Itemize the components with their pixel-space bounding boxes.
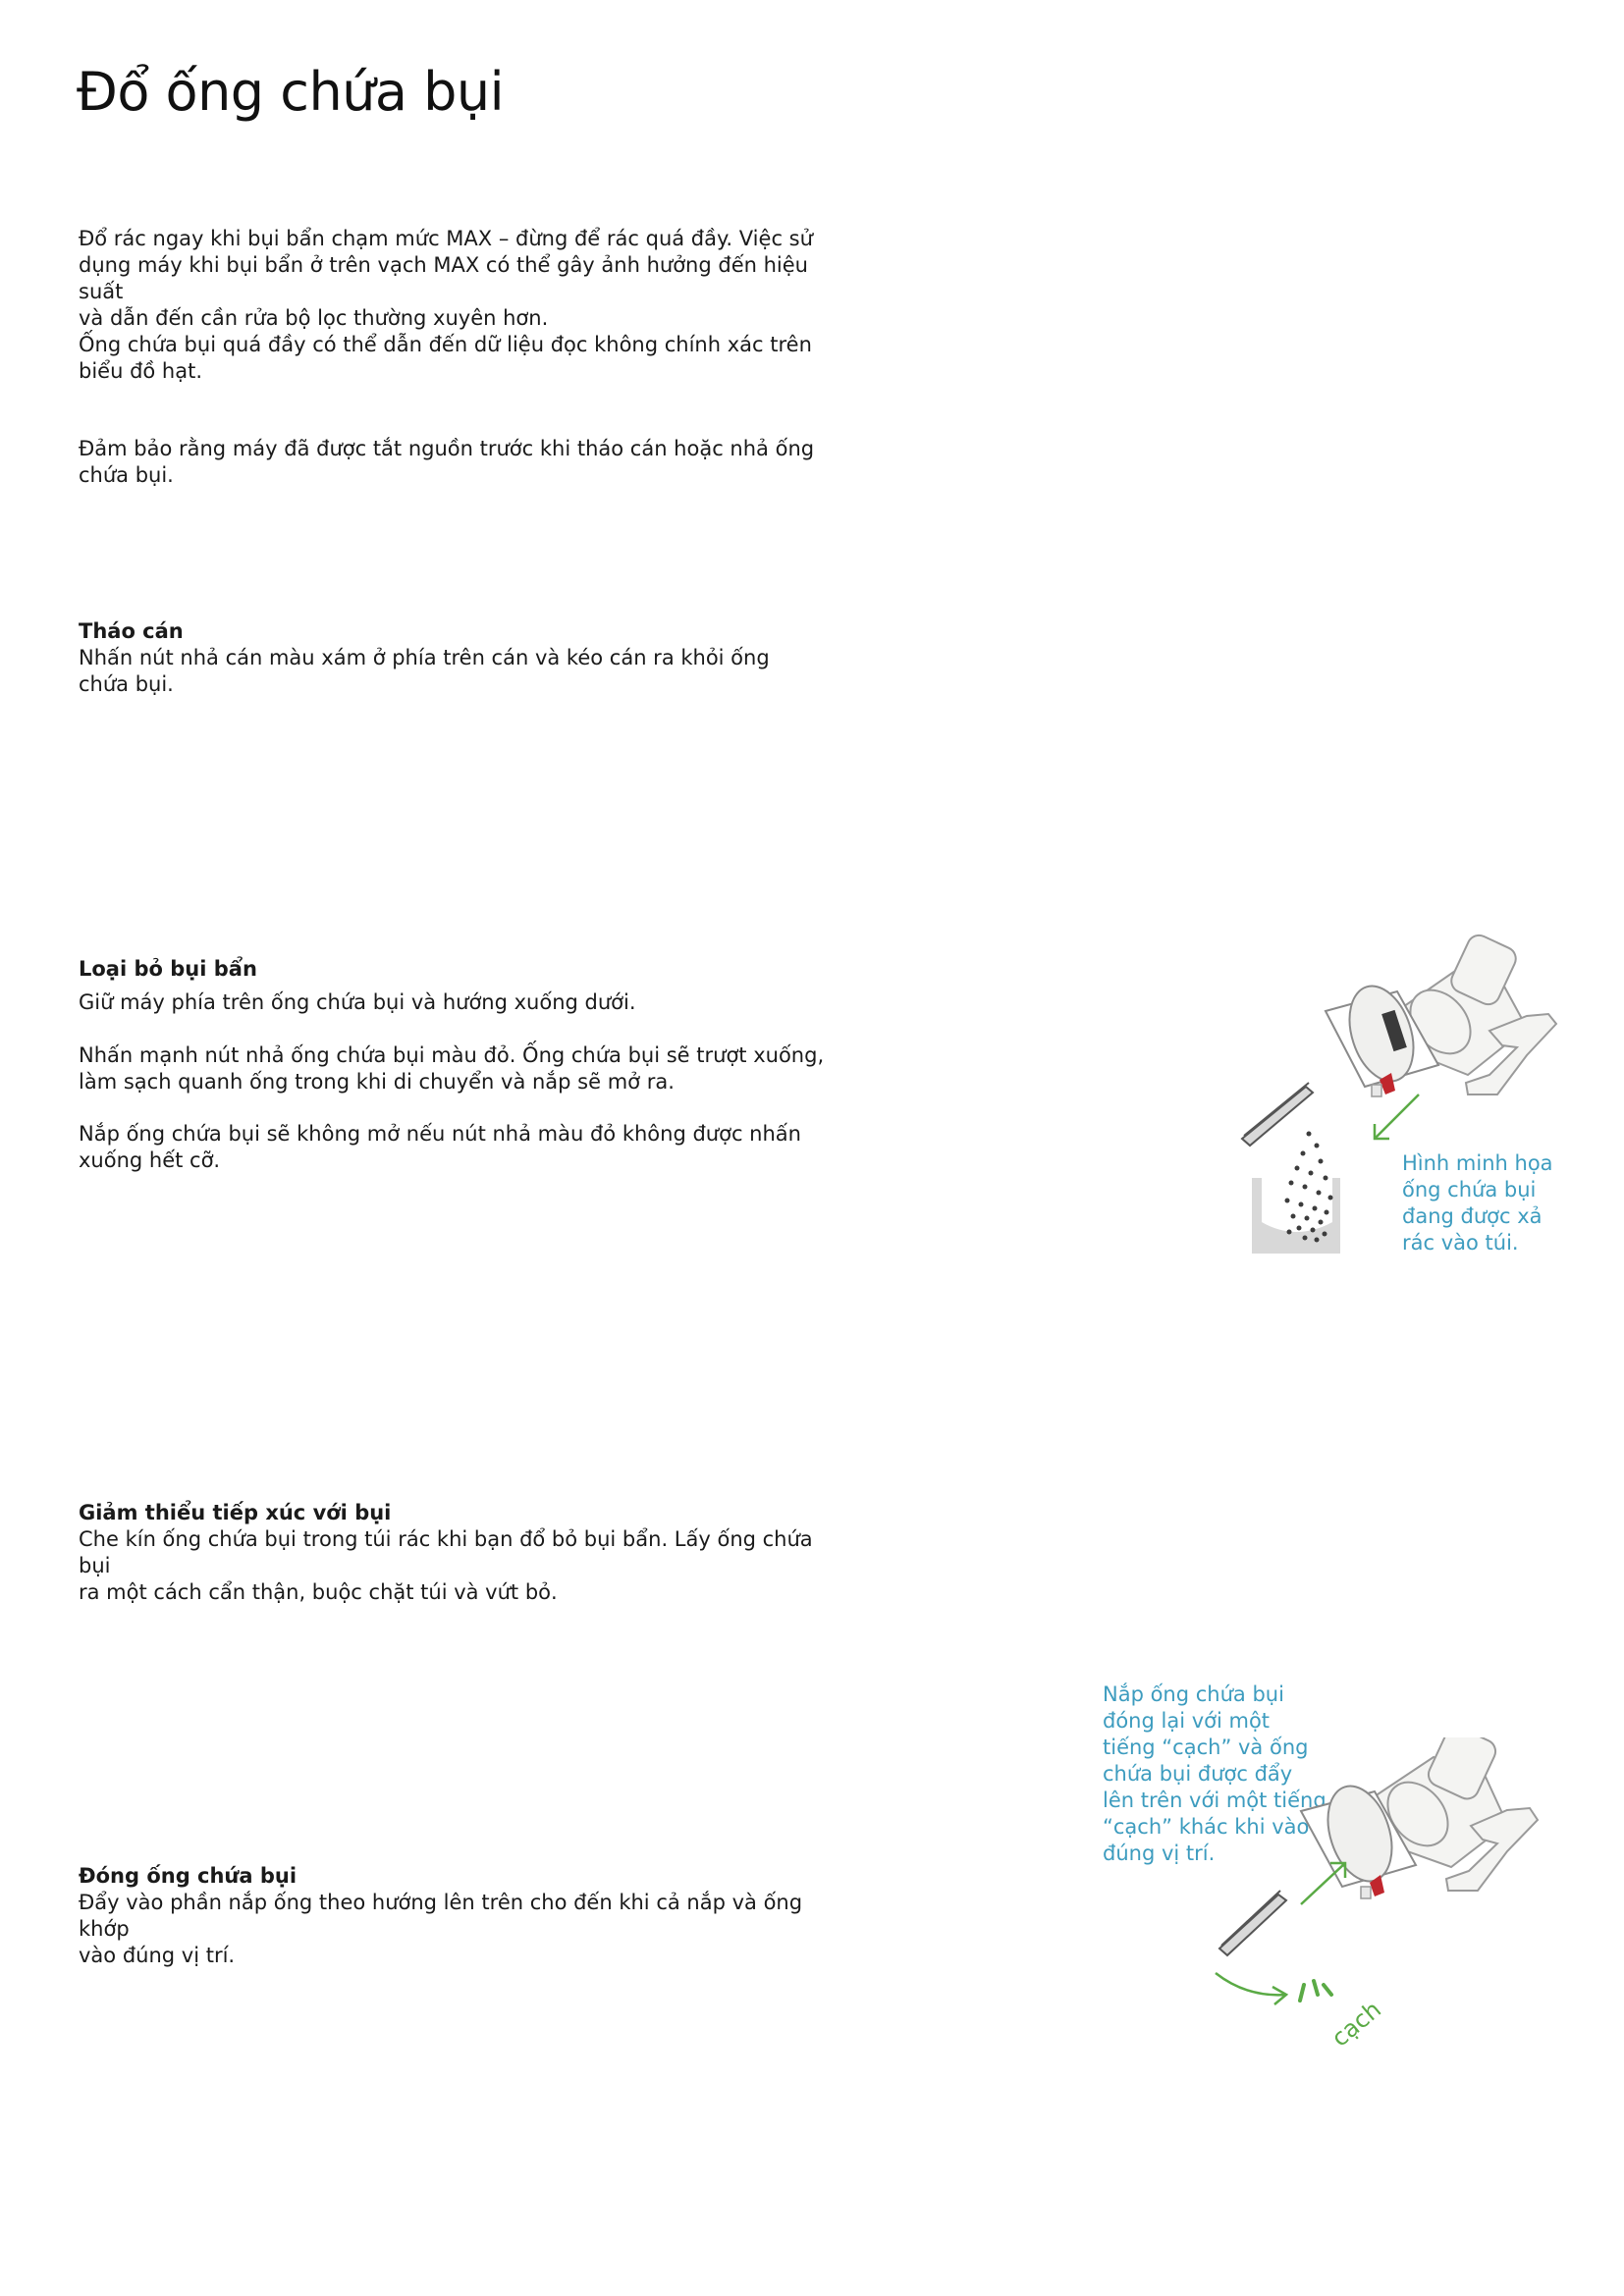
- minimise-contact-heading: Giảm thiểu tiếp xúc với bụi: [79, 1501, 392, 1524]
- intro-paragraph-1: [79, 226, 825, 332]
- caption-line: đúng vị trí.: [1103, 1842, 1216, 1865]
- bag-icon: [1252, 1178, 1340, 1254]
- empty-dirt-p3-line: xuống hết cỡ.: [79, 1148, 221, 1172]
- intro-p1-line: và dẫn đến cần rửa bộ lọc thường xuyên hơn.: [79, 306, 549, 330]
- caption-line: đang được xả: [1402, 1204, 1543, 1228]
- close-bin-text: [79, 1890, 825, 1969]
- empty-dirt-heading: Loại bỏ bụi bẩn: [79, 957, 257, 981]
- caption-line: ống chứa bụi: [1402, 1178, 1537, 1201]
- caption-line: đóng lại với một: [1103, 1709, 1271, 1733]
- page-title: Đổ ống chứa bụi: [77, 61, 505, 123]
- remove-wand-heading: Tháo cán: [79, 619, 184, 643]
- intro-p2-line: biểu đồ hạt.: [79, 359, 203, 383]
- closing-bin-illustration: [1208, 1737, 1571, 2061]
- clack-label: cạch: [1326, 1995, 1386, 2053]
- close-bin-line: Đẩy vào phần nắp ống theo hướng lên trên cho đến khi cả nắp và ống khớp: [79, 1891, 803, 1941]
- up-arrow-icon: [1301, 1863, 1345, 1904]
- remove-wand-text: Nhấn nút nhả cán màu xám ở phía trên cán và kéo cán ra khỏi ống chứa bụi.: [79, 646, 770, 696]
- intro-p1-line: Đổ rác ngay khi bụi bẩn chạm mức MAX – đừng để rác quá đầy. Việc sử: [79, 227, 813, 250]
- click-marks-icon: [1300, 1981, 1331, 2001]
- empty-dirt-text-2: [79, 1042, 825, 1095]
- emptying-bin-caption: [1402, 1150, 1553, 1256]
- empty-dirt-text-1: Giữ máy phía trên ống chứa bụi và hướng xuống dưới.: [79, 990, 636, 1014]
- empty-dirt-p3-line: Nắp ống chứa bụi sẽ không mở nếu nút nhả màu đỏ không được nhấn: [79, 1122, 801, 1146]
- caption-line: chứa bụi được đẩy: [1103, 1762, 1293, 1786]
- caption-line: “cạch” khác khi vào: [1103, 1815, 1310, 1839]
- close-bin-line: vào đúng vị trí.: [79, 1944, 236, 1967]
- empty-dirt-text-3: [79, 1121, 825, 1174]
- caption-line: rác vào túi.: [1402, 1231, 1519, 1255]
- empty-dirt-p2-line: làm sạch quanh ống trong khi di chuyển và nắp sẽ mở ra.: [79, 1070, 675, 1094]
- curved-arrow-icon: [1216, 1973, 1286, 2004]
- down-arrow-icon: [1375, 1095, 1419, 1139]
- minimise-contact-line: ra một cách cẩn thận, buộc chặt túi và vứt bỏ.: [79, 1580, 558, 1604]
- intro-p3-line: Đảm bảo rằng máy đã được tắt nguồn trước khi tháo cán hoặc nhả ống: [79, 437, 815, 460]
- caption-line: lên trên với một tiếng: [1103, 1789, 1326, 1812]
- caption-line: Hình minh họa: [1402, 1151, 1553, 1175]
- intro-p2-line: Ống chứa bụi quá đầy có thể dẫn đến dữ liệu đọc không chính xác trên: [79, 333, 812, 356]
- close-bin-heading: Đóng ống chứa bụi: [79, 1864, 298, 1888]
- intro-paragraph-3: [79, 436, 825, 489]
- caption-line: Nắp ống chứa bụi: [1103, 1682, 1284, 1706]
- intro-paragraph-2: [79, 332, 825, 385]
- intro-p3-line: chứa bụi.: [79, 463, 174, 487]
- minimise-contact-text: [79, 1526, 825, 1606]
- caption-line: tiếng “cạch” và ống: [1103, 1735, 1309, 1759]
- minimise-contact-line: Che kín ống chứa bụi trong túi rác khi bạn đổ bỏ bụi bẩn. Lấy ống chứa bụi: [79, 1527, 813, 1577]
- empty-dirt-p2-line: Nhấn mạnh nút nhả ống chứa bụi màu đỏ. Ống chứa bụi sẽ trượt xuống,: [79, 1043, 825, 1067]
- intro-p1-line: dụng máy khi bụi bẩn ở trên vạch MAX có thể gây ảnh hưởng đến hiệu suất: [79, 253, 808, 303]
